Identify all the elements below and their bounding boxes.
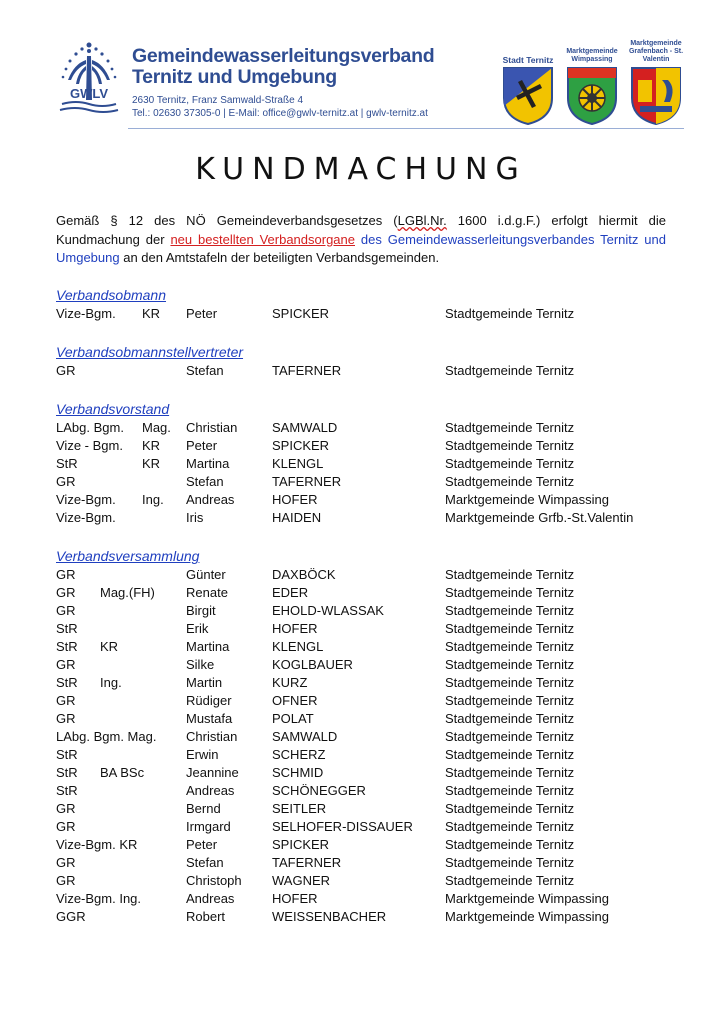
- intro-text-2: 1600 i.d.g.F.) erfolgt hiermit die Kundmachung der: [56, 213, 667, 247]
- intro-text-4: an den Amtstafeln der beteiligten Verbandsgemeinden.: [119, 250, 440, 265]
- member-title: StR: [56, 765, 78, 780]
- member-first-name: Irmgard: [186, 819, 231, 834]
- member-row: [56, 602, 676, 620]
- member-municipality: Stadtgemeinde Ternitz: [445, 585, 575, 600]
- member-title: GR: [56, 603, 76, 618]
- member-last-name: TAFERNER: [272, 474, 342, 489]
- intro-highlight-blue: des Gemeindewasserleitungsverbandes Ternitz und Umgebung: [56, 231, 666, 265]
- member-row: [56, 854, 676, 872]
- section-title: Verbandsobmann: [56, 287, 167, 303]
- member-last-name: SAMWALD: [272, 420, 338, 435]
- member-municipality: Stadtgemeinde Ternitz: [445, 474, 575, 489]
- member-row: [56, 746, 676, 764]
- crest-caption: Stadt Ternitz: [502, 55, 554, 65]
- wimpassing-coat-of-arms-icon: [566, 66, 618, 126]
- member-municipality: Marktgemeinde Wimpassing: [445, 492, 610, 507]
- member-title: GR: [56, 567, 76, 582]
- member-row: [56, 620, 676, 638]
- member-first-name: Erwin: [186, 747, 219, 762]
- member-first-name: Bernd: [186, 801, 221, 816]
- member-row: [56, 656, 676, 674]
- member-first-name: Robert: [186, 909, 226, 924]
- member-last-name: HOFER: [272, 492, 318, 507]
- member-row: [56, 566, 676, 584]
- member-row: [56, 836, 676, 854]
- member-row: [56, 908, 676, 926]
- member-first-name: Christian: [186, 420, 238, 435]
- member-row: [56, 584, 676, 602]
- member-title: GR: [56, 657, 76, 672]
- section-verbandsversammlung: [56, 547, 676, 926]
- municipality-crests: [498, 40, 688, 126]
- member-municipality: Marktgemeinde Wimpassing: [445, 891, 610, 906]
- member-first-name: Stefan: [186, 474, 224, 489]
- org-name-line2: Ternitz und Umgebung: [132, 66, 337, 88]
- member-title: StR: [56, 639, 78, 654]
- member-municipality: Stadtgemeinde Ternitz: [445, 693, 575, 708]
- member-last-name: SELHOFER-DISSAUER: [272, 819, 413, 834]
- member-municipality: Marktgemeinde Wimpassing: [445, 909, 610, 924]
- member-last-name: SPICKER: [272, 438, 330, 453]
- member-municipality: Stadtgemeinde Ternitz: [445, 363, 575, 378]
- member-first-name: Peter: [186, 837, 218, 852]
- member-title: Vize - Bgm.: [56, 438, 123, 453]
- member-municipality: Stadtgemeinde Ternitz: [445, 801, 575, 816]
- member-first-name: Jeannine: [186, 765, 239, 780]
- logo-text: GWLV: [69, 86, 109, 101]
- member-last-name: TAFERNER: [272, 363, 342, 378]
- member-row: [56, 674, 676, 692]
- member-row: [56, 818, 676, 836]
- section-title: Verbandsobmannstellvertreter: [56, 344, 244, 360]
- member-municipality: Stadtgemeinde Ternitz: [445, 639, 575, 654]
- member-municipality: Stadtgemeinde Ternitz: [445, 873, 575, 888]
- member-title: GGR: [56, 909, 86, 924]
- member-title: Vize-Bgm. KR: [56, 837, 138, 852]
- member-row: [56, 764, 676, 782]
- member-municipality: Stadtgemeinde Ternitz: [445, 765, 575, 780]
- section-verbandsvorstand: [56, 400, 676, 527]
- member-first-name: Peter: [186, 438, 218, 453]
- member-extra-title: KR: [142, 438, 161, 453]
- member-title: Vize-Bgm. Ing.: [56, 891, 142, 906]
- member-first-name: Andreas: [186, 783, 235, 798]
- member-first-name: Martin: [186, 675, 223, 690]
- header-divider: [128, 128, 684, 129]
- gwlv-fountain-logo: [56, 40, 122, 122]
- member-municipality: Stadtgemeinde Ternitz: [445, 603, 575, 618]
- intro-highlight-red: neu bestellten Verbandsorgane: [170, 231, 355, 247]
- member-last-name: KOGLBAUER: [272, 657, 353, 672]
- member-first-name: Stefan: [186, 855, 224, 870]
- crest-wimpassing: [562, 48, 622, 126]
- member-row: [56, 455, 676, 473]
- member-last-name: WAGNER: [272, 873, 331, 888]
- member-row: [56, 890, 676, 908]
- member-last-name: EHOLD-WLASSAK: [272, 603, 384, 618]
- member-first-name: Andreas: [186, 891, 235, 906]
- member-row: [56, 692, 676, 710]
- organization-contact: [132, 94, 428, 120]
- member-title: StR: [56, 675, 78, 690]
- member-first-name: Birgit: [186, 603, 216, 618]
- member-extra-title: Mag.(FH): [100, 585, 155, 600]
- ternitz-coat-of-arms-icon: [502, 66, 554, 126]
- member-title: GR: [56, 474, 76, 489]
- member-last-name: EDER: [272, 585, 309, 600]
- member-last-name: SEITLER: [272, 801, 327, 816]
- member-municipality: Stadtgemeinde Ternitz: [445, 657, 575, 672]
- member-last-name: SCHMID: [272, 765, 324, 780]
- org-name-line1: Gemeindewasserleitungsverband: [132, 45, 435, 67]
- member-first-name: Andreas: [186, 492, 235, 507]
- organization-name: [132, 46, 434, 88]
- member-last-name: POLAT: [272, 711, 314, 726]
- member-extra-title: KR: [142, 456, 161, 471]
- member-last-name: SAMWALD: [272, 729, 338, 744]
- member-row: [56, 800, 676, 818]
- member-last-name: KURZ: [272, 675, 308, 690]
- member-extra-title: KR: [142, 306, 161, 321]
- section-verbandsobmann: [56, 286, 676, 323]
- member-last-name: DAXBÖCK: [272, 567, 336, 582]
- member-last-name: SPICKER: [272, 837, 330, 852]
- member-last-name: KLENGL: [272, 456, 324, 471]
- member-row: [56, 437, 676, 455]
- member-last-name: SPICKER: [272, 306, 330, 321]
- member-first-name: Peter: [186, 306, 218, 321]
- member-last-name: TAFERNER: [272, 855, 342, 870]
- member-municipality: Stadtgemeinde Ternitz: [445, 855, 575, 870]
- member-municipality: Stadtgemeinde Ternitz: [445, 711, 575, 726]
- page-title: KUNDMACHUNG: [195, 152, 527, 187]
- member-row: [56, 305, 676, 323]
- intro-lgbl: LGBl.Nr.: [397, 213, 447, 228]
- member-last-name: HAIDEN: [272, 510, 322, 525]
- crest-ternitz: [498, 48, 558, 126]
- member-title: Vize-Bgm.: [56, 492, 116, 507]
- member-row: [56, 872, 676, 890]
- member-municipality: Marktgemeinde Grfb.-St.Valentin: [445, 510, 634, 525]
- member-first-name: Iris: [186, 510, 204, 525]
- member-last-name: SCHÖNEGGER: [272, 783, 366, 798]
- member-title: GR: [56, 801, 76, 816]
- member-title: Vize-Bgm.: [56, 306, 116, 321]
- member-last-name: HOFER: [272, 891, 318, 906]
- org-contact-line: Tel.: 02630 37305-0 | E-Mail: office@gwlv-ternitz.at | gwlv-ternitz.at: [132, 108, 428, 119]
- grafenbach-coat-of-arms-icon: [630, 66, 682, 126]
- member-title: StR: [56, 621, 78, 636]
- member-first-name: Rüdiger: [186, 693, 232, 708]
- member-row: [56, 638, 676, 656]
- member-title: StR: [56, 456, 78, 471]
- member-title: StR: [56, 747, 78, 762]
- member-first-name: Mustafa: [186, 711, 233, 726]
- member-last-name: HOFER: [272, 621, 318, 636]
- member-row: [56, 491, 676, 509]
- member-municipality: Stadtgemeinde Ternitz: [445, 567, 575, 582]
- member-title: GR: [56, 363, 76, 378]
- member-extra-title: KR: [100, 639, 119, 654]
- member-title: GR: [56, 711, 76, 726]
- member-municipality: Stadtgemeinde Ternitz: [445, 747, 575, 762]
- crest-caption: Marktgemeinde Wimpassing: [566, 48, 618, 63]
- member-first-name: Erik: [186, 621, 209, 636]
- member-first-name: Martina: [186, 639, 230, 654]
- member-extra-title: Ing.: [100, 675, 122, 690]
- member-first-name: Martina: [186, 456, 230, 471]
- member-first-name: Christian: [186, 729, 238, 744]
- member-title: GR: [56, 819, 76, 834]
- member-municipality: Stadtgemeinde Ternitz: [445, 837, 575, 852]
- member-row: [56, 710, 676, 728]
- member-municipality: Stadtgemeinde Ternitz: [445, 621, 575, 636]
- member-municipality: Stadtgemeinde Ternitz: [445, 729, 575, 744]
- member-extra-title: BA BSc: [100, 765, 145, 780]
- member-row: [56, 782, 676, 800]
- member-municipality: Stadtgemeinde Ternitz: [445, 675, 575, 690]
- org-address: 2630 Ternitz, Franz Samwald-Straße 4: [132, 95, 304, 106]
- member-title: LAbg. Bgm.: [56, 420, 124, 435]
- member-row: [56, 728, 676, 746]
- member-title: StR: [56, 783, 78, 798]
- member-municipality: Stadtgemeinde Ternitz: [445, 420, 575, 435]
- section-title: Verbandsvorstand: [56, 401, 170, 417]
- crest-caption: Marktgemeinde Grafenbach - St. Valentin: [628, 40, 684, 63]
- member-municipality: Stadtgemeinde Ternitz: [445, 438, 575, 453]
- member-municipality: Stadtgemeinde Ternitz: [445, 783, 575, 798]
- member-first-name: Silke: [186, 657, 215, 672]
- section-title: Verbandsversammlung: [56, 548, 200, 564]
- member-municipality: Stadtgemeinde Ternitz: [445, 306, 575, 321]
- member-municipality: Stadtgemeinde Ternitz: [445, 456, 575, 471]
- member-title: GR: [56, 873, 76, 888]
- member-row: [56, 473, 676, 491]
- member-title: GR: [56, 585, 76, 600]
- member-extra-title: Ing.: [142, 492, 164, 507]
- member-last-name: SCHERZ: [272, 747, 326, 762]
- section-obmannstellvertreter: [56, 343, 676, 380]
- member-last-name: KLENGL: [272, 639, 324, 654]
- member-title: GR: [56, 693, 76, 708]
- member-first-name: Stefan: [186, 363, 224, 378]
- member-last-name: WEISSENBACHER: [272, 909, 387, 924]
- member-first-name: Renate: [186, 585, 228, 600]
- member-extra-title: Mag.: [142, 420, 171, 435]
- member-title: GR: [56, 855, 76, 870]
- member-title: LAbg. Bgm. Mag.: [56, 729, 157, 744]
- member-title: Vize-Bgm.: [56, 510, 116, 525]
- intro-paragraph: [56, 212, 666, 268]
- intro-text-1: Gemäß § 12 des NÖ Gemeindeverbandsgesetzes (: [56, 213, 398, 228]
- member-row: [56, 419, 676, 437]
- member-row: [56, 509, 676, 527]
- member-first-name: Christoph: [186, 873, 242, 888]
- member-row: [56, 362, 676, 380]
- member-last-name: OFNER: [272, 693, 318, 708]
- crest-grafenbach: [626, 40, 686, 126]
- member-first-name: Günter: [186, 567, 226, 582]
- member-municipality: Stadtgemeinde Ternitz: [445, 819, 575, 834]
